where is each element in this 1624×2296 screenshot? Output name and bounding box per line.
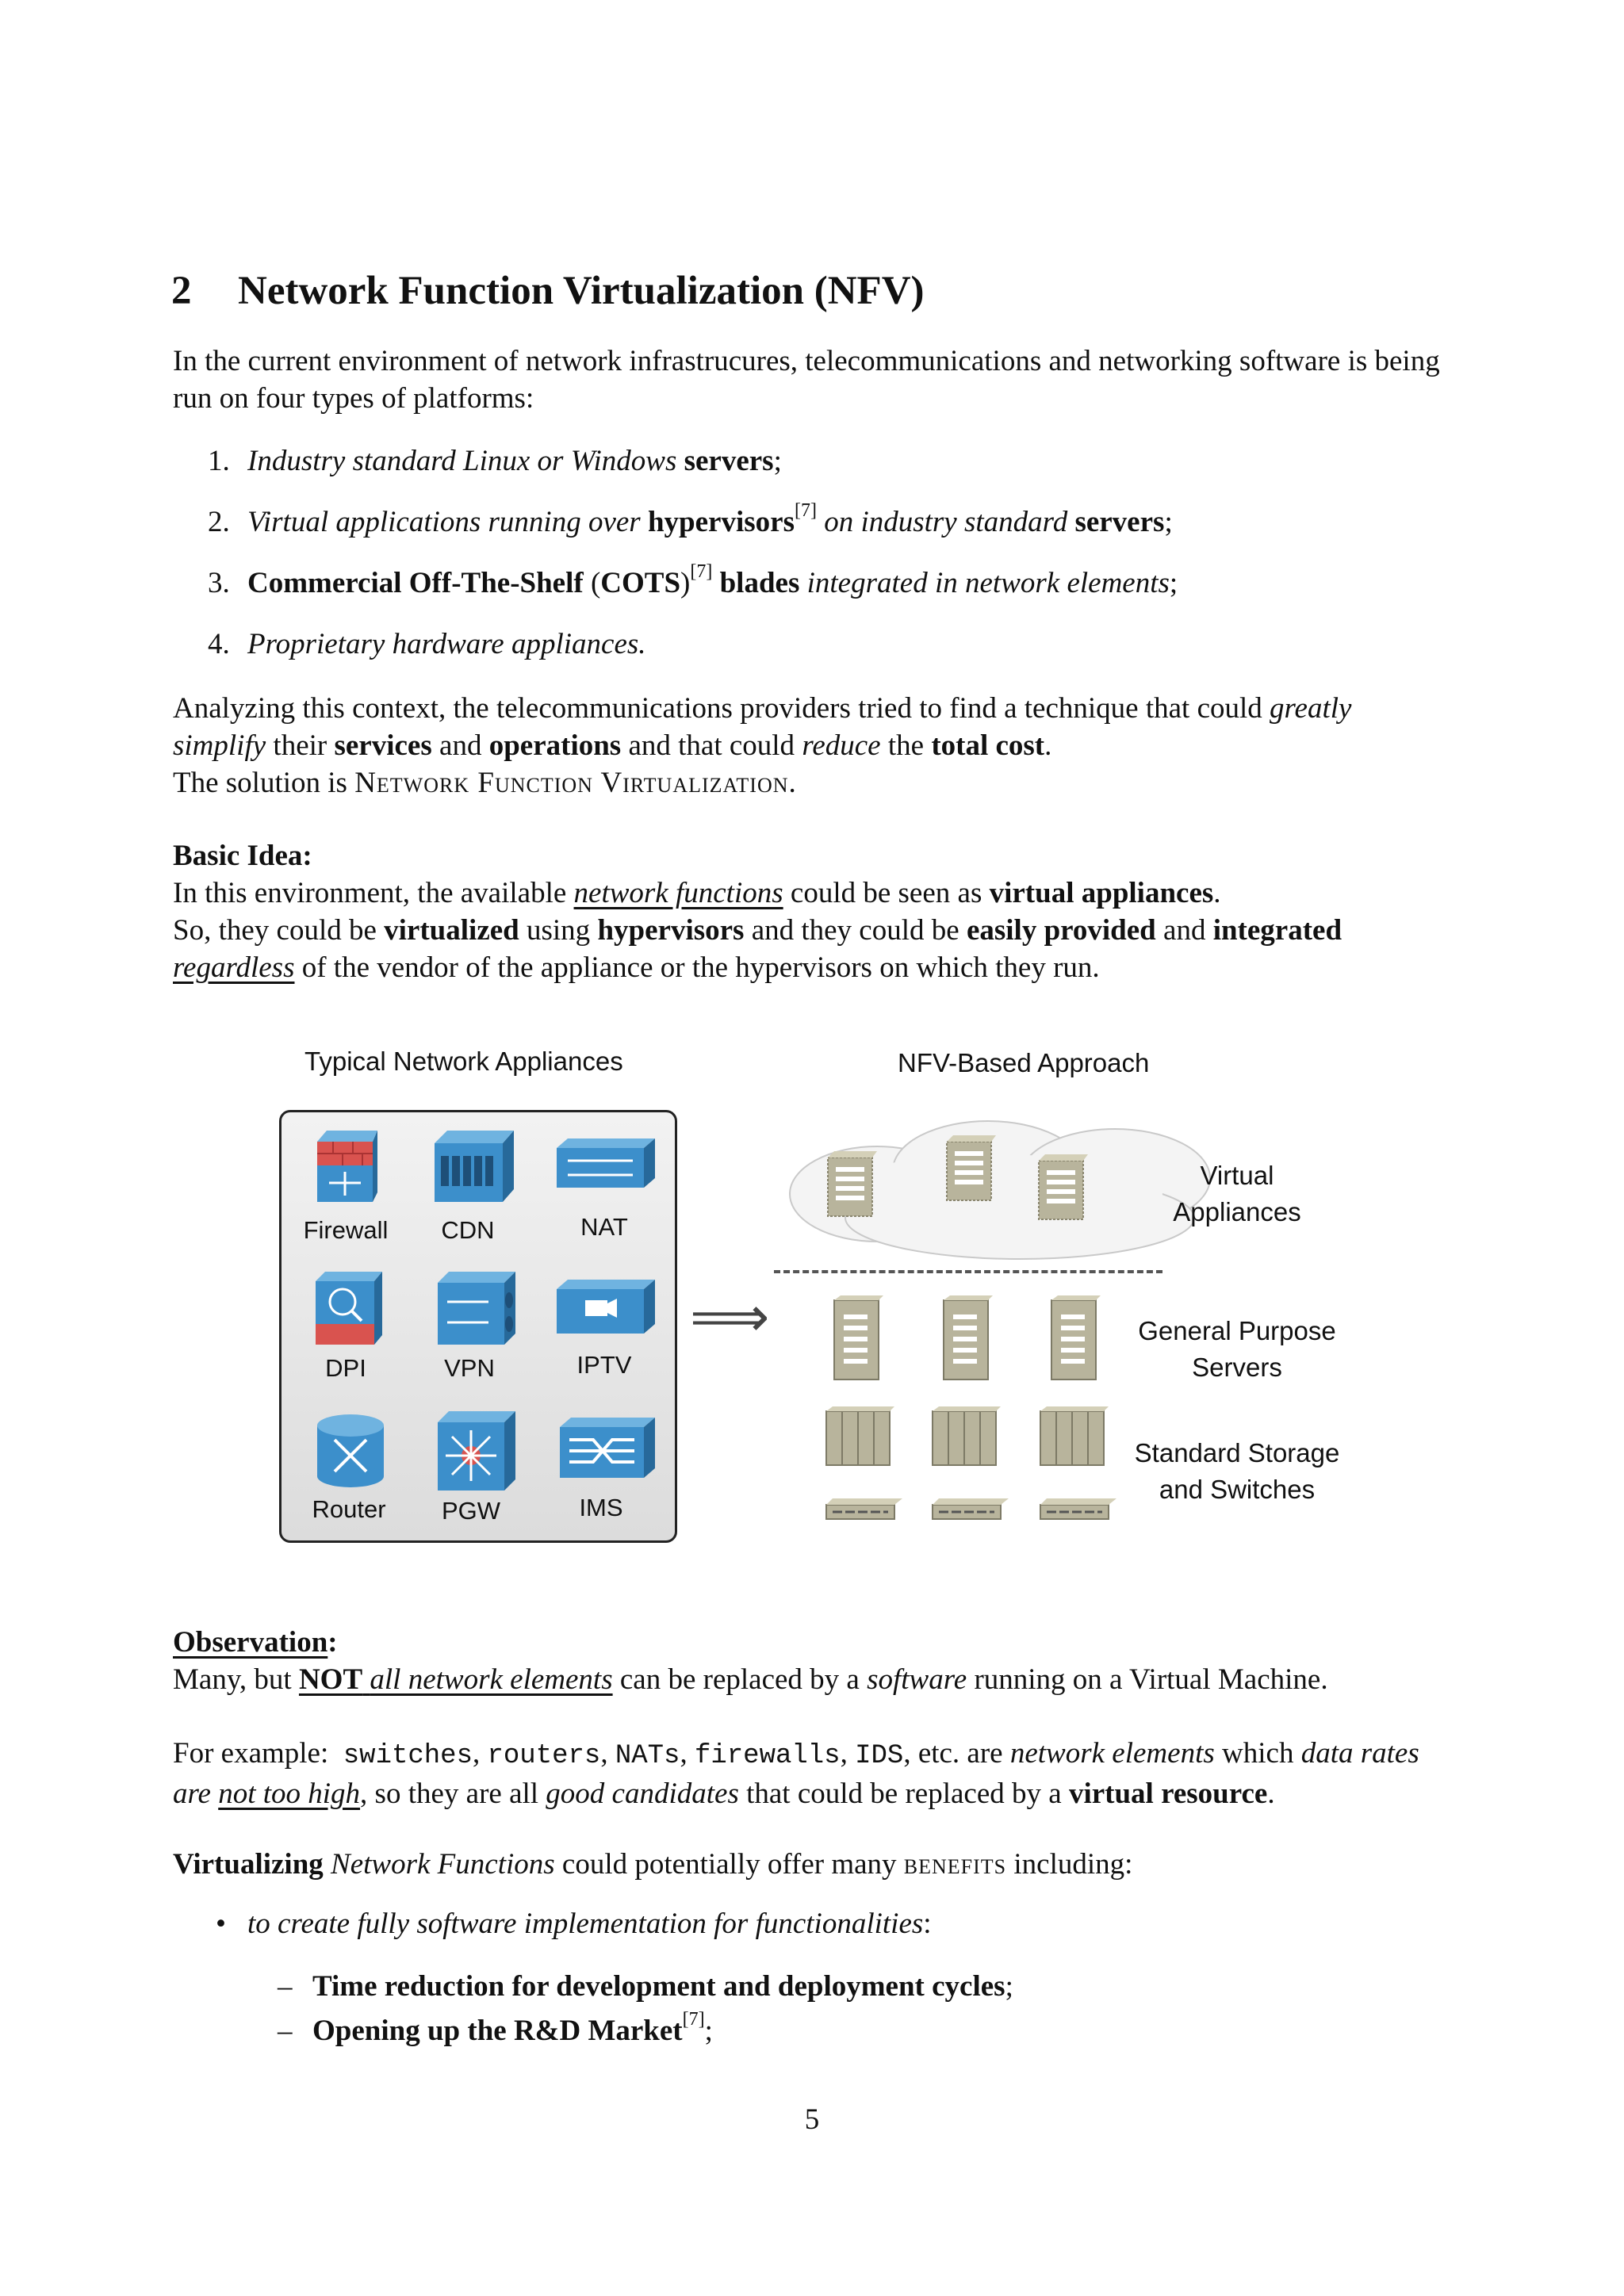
benefit-subitem-2: – Opening up the R&D Market[7]; <box>278 2009 713 2047</box>
appliance-label-pgw: PGW <box>441 1497 501 1525</box>
basic-idea-paragraph: Basic Idea: In this environment, the available network functions could be seen as virtual appliances. So, they could be virtualized using hypervisors and they could be easily provided and integrated regardless of the vendor of the appliance or the hypervisors on which they run. <box>173 840 1342 984</box>
storage-icon <box>1039 1405 1110 1468</box>
page-number: 5 <box>804 2103 820 2136</box>
observation-heading: Observation <box>173 1626 328 1659</box>
layer-divider <box>774 1270 1162 1273</box>
platform-item-3: 3. Commercial Off-The-Shelf (COTS)[7] blades integrated in network elements; <box>208 561 1178 599</box>
nfv-figure <box>270 1047 1380 1554</box>
section-heading <box>171 268 925 314</box>
intro-paragraph: In the current environment of network infrastrucures, telecommunications and networking software is being run on four types of platforms: <box>173 345 1440 415</box>
benefit-subitem-1: – Time reduction for development and deployment cycles; <box>278 1970 1013 2003</box>
platform-item-1: 1. Industry standard Linux or Windows servers; <box>208 445 782 477</box>
basic-idea-heading: Basic Idea: <box>173 840 312 872</box>
virtual-appliance-icon <box>944 1134 999 1205</box>
dash-icon: – <box>278 2015 293 2047</box>
appliance-label-nat: NAT <box>580 1213 628 1241</box>
switch-icon <box>1039 1497 1118 1522</box>
storage-icon <box>825 1405 896 1468</box>
appliance-label-ims: IMS <box>579 1494 623 1521</box>
storage-switches-label: Standard Storage and Switches <box>1134 1438 1340 1504</box>
switch-icon <box>931 1497 1010 1522</box>
citation-ref[interactable]: [7] <box>682 2009 705 2030</box>
dash-icon: – <box>278 1970 293 2003</box>
transform-arrow-icon: ⟹ <box>690 1286 770 1348</box>
observation-paragraph: Observation: Many, but NOT all network elements can be replaced by a software running on a Virtual Machine. <box>173 1626 1328 1696</box>
benefits-paragraph: Virtualizing Network Functions could potentially offer many benefits including: <box>173 1848 1133 1881</box>
switch-icon <box>825 1497 904 1522</box>
router-icon <box>311 1408 390 1487</box>
nfv-smallcaps: Network Function Virtualization <box>354 767 789 799</box>
analysis-paragraph: Analyzing this context, the telecommunications providers tried to find a technique that could greatly simplify their services and operations and that could reduce the total cost. The solution is Network Function Virtualization. <box>173 692 1352 799</box>
server-icon <box>942 1294 994 1383</box>
general-purpose-servers-label: General Purpose Servers <box>1138 1316 1336 1382</box>
vpn-icon <box>431 1269 519 1348</box>
figure-left-title: Typical Network Appliances <box>304 1047 623 1076</box>
appliance-label-cdn: CDN <box>441 1216 495 1244</box>
virtual-appliance-icon <box>1036 1153 1091 1224</box>
section-number: 2 <box>171 269 192 313</box>
virtual-appliance-icon <box>825 1150 880 1221</box>
citation-ref[interactable]: [7] <box>794 500 817 521</box>
platform-item-2: 2. Virtual applications running over hypervisors[7] on industry standard servers; <box>208 500 1173 538</box>
bullet-icon: • <box>216 1908 226 1940</box>
appliance-label-vpn: VPN <box>444 1354 495 1382</box>
nat-icon <box>553 1134 657 1197</box>
firewall-icon <box>309 1126 381 1205</box>
server-icon <box>833 1294 885 1383</box>
server-icon <box>1050 1294 1102 1383</box>
appliance-label-iptv: IPTV <box>576 1351 632 1379</box>
iptv-icon <box>553 1276 657 1340</box>
appliance-label-firewall: Firewall <box>303 1216 389 1244</box>
appliance-label-dpi: DPI <box>325 1354 366 1382</box>
dpi-icon <box>309 1269 385 1348</box>
citation-ref[interactable]: [7] <box>690 561 713 582</box>
storage-icon <box>931 1405 1002 1468</box>
appliance-label-router: Router <box>312 1495 386 1523</box>
platform-item-4: 4. Proprietary hardware appliances. <box>208 628 646 660</box>
benefit-bullet: • to create fully software implementation for functionalities: <box>216 1908 932 1940</box>
figure-right-title: NFV-Based Approach <box>898 1048 1150 1077</box>
virtual-appliances-label: Virtual Appliances <box>1173 1161 1301 1226</box>
ims-icon <box>557 1414 657 1486</box>
pgw-icon <box>431 1408 519 1495</box>
example-paragraph: For example: switches, routers, NATs, firewalls, IDS, etc. are network elements which data rates are not too high, so they are all good candidates that could be replaced by a virtual resource. <box>173 1737 1419 1810</box>
cdn-icon <box>428 1126 515 1205</box>
section-title: Network Function Virtualization (NFV) <box>238 269 925 313</box>
